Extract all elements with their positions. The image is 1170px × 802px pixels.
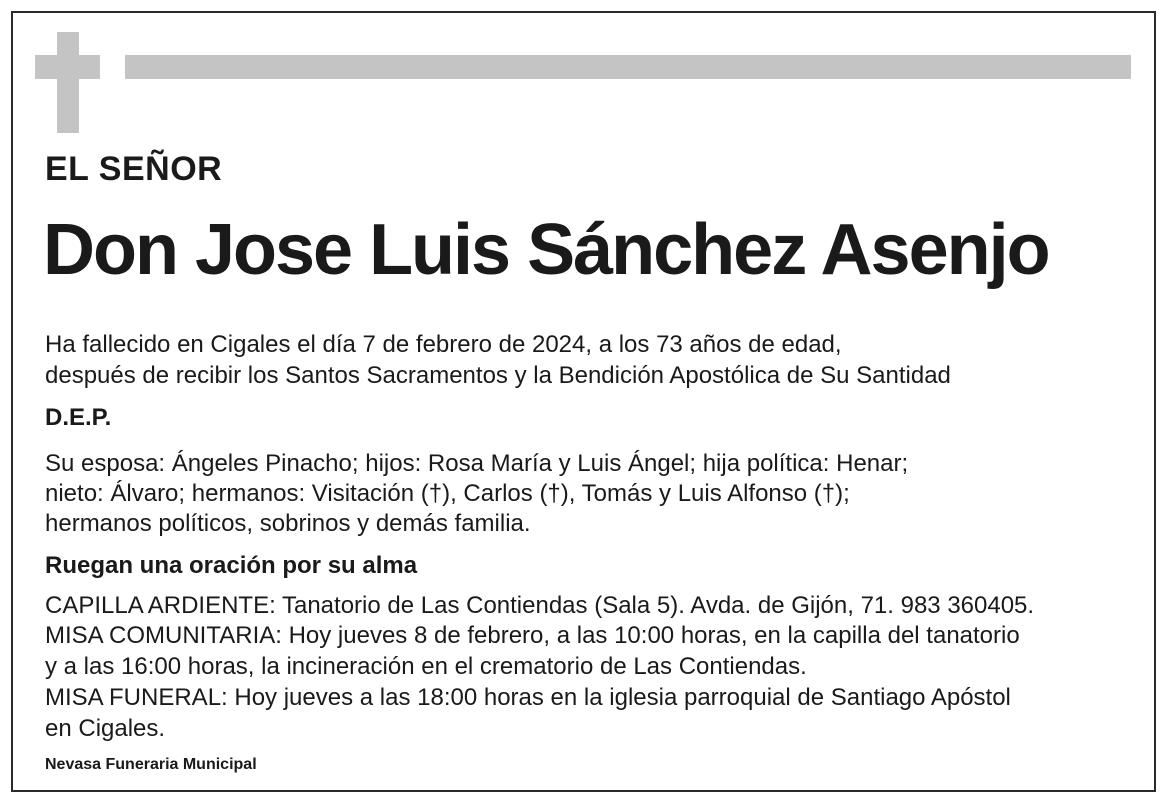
prayer-request: Ruegan una oración por su alma (45, 552, 418, 579)
death-line-1: Ha fallecido en Cigales el día 7 de febrero de 2024, a los 73 años de edad, (45, 331, 842, 358)
dep-label: D.E.P. (45, 404, 112, 431)
header-rule (125, 55, 1131, 79)
death-line-2: después de recibir los Santos Sacramentos y la Bendición Apostólica de Su Santidad (45, 362, 951, 389)
service-line-1: CAPILLA ARDIENTE: Tanatorio de Las Contiendas (Sala 5). Avda. de Gijón, 71. 983 360405. (45, 592, 1035, 619)
deceased-name: Don Jose Luis Sánchez Asenjo (43, 210, 1049, 290)
service-line-2: MISA COMUNITARIA: Hoy jueves 8 de febrero, a las 10:00 horas, en la capilla del tanatorio (45, 622, 1020, 649)
family-line-3: hermanos políticos, sobrinos y demás familia. (45, 510, 531, 537)
cross-icon-horizontal (35, 55, 100, 79)
service-line-3: y a las 16:00 horas, la incineración en el crematorio de Las Contiendas. (45, 653, 807, 680)
cross-icon-vertical (57, 32, 79, 133)
funeral-home: Nevasa Funeraria Municipal (45, 756, 257, 773)
title-prefix: EL SEÑOR (45, 150, 223, 188)
family-line-2: nieto: Álvaro; hermanos: Visitación (†), Carlos (†), Tomás y Luis Alfonso (†); (45, 480, 850, 507)
service-line-4: MISA FUNERAL: Hoy jueves a las 18:00 horas en la iglesia parroquial de Santiago Apóstol (45, 684, 1011, 711)
family-line-1: Su esposa: Ángeles Pinacho; hijos: Rosa María y Luis Ángel; hija política: Henar; (45, 450, 909, 477)
service-line-5: en Cigales. (45, 715, 166, 742)
